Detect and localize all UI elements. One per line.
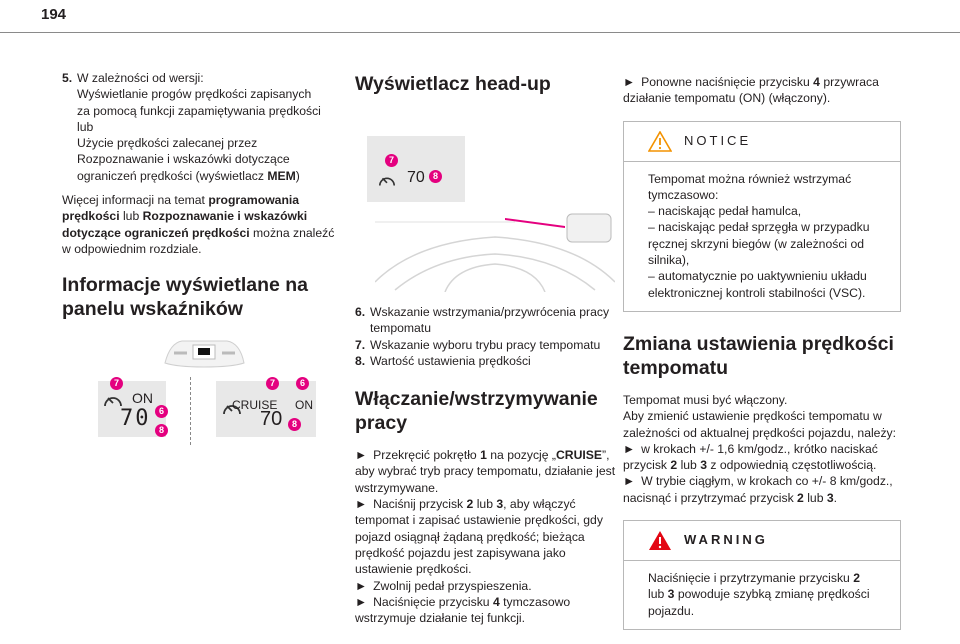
paragraph: ► Zwolnij pedał przyspieszenia. — [355, 578, 532, 593]
cruise-label: CRUISE — [232, 398, 278, 413]
warning-box — [623, 520, 901, 630]
item-number: 7. — [355, 337, 366, 352]
speed-value: 70 — [120, 406, 151, 432]
item-text: Wskazanie wstrzymania/przywrócenia pracy tempomatu — [370, 305, 610, 336]
line: W zależności od wersji: — [77, 71, 204, 85]
badge-7: 7 — [385, 154, 398, 167]
cluster-display-left — [98, 378, 166, 437]
line: Wyświetlanie progów prędkości zapisanych — [77, 87, 312, 102]
item-number: 5. — [62, 71, 73, 85]
section-heading: Zmiana ustawienia prędkości tempomatu — [623, 332, 894, 379]
line: – naciskając pedał sprzęgła w przypadku ręcznej skrzyni biegów (w zależności od silnika), — [648, 220, 870, 268]
line: Tempomat można również wstrzymać tymczasowo: — [648, 171, 852, 202]
cluster-display-right — [216, 378, 316, 437]
warning-body: Naciśnięcie i przytrzymanie przycisku 2 lub 3 powoduje szybką zmianę prędkości pojazdu. — [648, 571, 870, 618]
paragraph: ► Naciśnij przycisk 2 lub 3, aby włączyć tempomat i zapisać ustawienie prędkości, gdy pojazd osiągnął żądaną prędkość; bieżąca prędkość pojazdu jest zapisywana jako ustawienie prędkości. — [355, 497, 603, 577]
paragraph: Aby zmienić ustawienie prędkości tempomatu w zależności od aktualnej prędkości pojazdu, należy: — [623, 409, 897, 440]
notice-box — [623, 121, 901, 312]
notice-triangle-icon — [648, 131, 672, 152]
column-3 — [623, 74, 901, 644]
line: ograniczeń prędkości (wyświetlacz MEM) — [77, 168, 300, 183]
list-item — [355, 337, 617, 353]
badge-8: 8 — [429, 170, 442, 183]
notice-title: NOTICE — [684, 132, 752, 148]
warning-title: WARNING — [684, 532, 768, 548]
paragraph: Tempomat musi być włączony. — [623, 392, 788, 407]
page-number: 194 — [41, 6, 67, 23]
column-1 — [62, 70, 344, 455]
paragraph: ► Ponowne naciśnięcie przycisku 4 przywraca działanie tempomatu (ON) (włączony). — [623, 75, 879, 106]
item-text — [77, 70, 321, 184]
list-item — [355, 304, 617, 337]
item-number: 8. — [355, 353, 366, 368]
paragraph: ► W trybie ciągłym, w krokach co +/- 8 km/godz., nacisnąć i przytrzymać przycisk 2 lub 3. — [623, 474, 893, 505]
list-item-5 — [62, 70, 344, 184]
line: Rozpoznawanie i wskazówki dotyczące — [77, 152, 290, 167]
line: – naciskając pedał hamulca, — [648, 204, 802, 219]
column-2 — [355, 72, 617, 634]
on-label: ON — [295, 398, 313, 413]
warning-triangle-icon — [648, 530, 672, 551]
header-rule — [0, 32, 960, 33]
cruise-control-icon — [377, 172, 397, 190]
section-heading: Informacje wyświetlane na panelu wskaźników — [62, 274, 309, 321]
badge-7: 7 — [266, 377, 279, 390]
badge-8: 8 — [288, 418, 301, 431]
dashboard-outline-icon — [162, 335, 247, 375]
speed-value: 70 — [260, 408, 283, 431]
notice-header — [624, 122, 900, 162]
line: za pomocą funkcji zapamiętywania prędkości — [77, 103, 321, 118]
instrument-panel-figure — [62, 335, 344, 455]
head-up-display-figure — [355, 112, 617, 292]
badge-7: 7 — [110, 377, 123, 390]
hud-projection — [367, 136, 465, 202]
projection-arrow-icon — [505, 208, 615, 246]
hud-speed: 70 — [407, 169, 425, 186]
notice-body — [624, 162, 900, 311]
badge-8: 8 — [155, 424, 168, 437]
paragraph: ► w krokach +/- 1,6 km/godz., krótko naciskać przycisk 2 lub 3 z odpowiednią częstotliwością. — [623, 441, 878, 473]
figure-divider — [190, 377, 191, 445]
line: Użycie prędkości zalecanej przez — [77, 136, 258, 151]
badge-6: 6 — [155, 405, 168, 418]
paragraph: ► Przekręcić pokrętło 1 na pozycję „CRUISE”, aby wybrać tryb pracy tempomatu, działanie jest wstrzymywane. — [355, 448, 616, 495]
list-item — [355, 353, 617, 369]
line: – automatycznie po uaktywnieniu układu elektronicznej kontroli stabilności (VSC). — [648, 269, 867, 300]
item-text: Wartość ustawienia prędkości — [370, 353, 531, 368]
more-info-paragraph: Więcej informacji na temat programowania prędkości lub Rozpoznawanie i wskazówki dotyczące ograniczeń prędkości można znaleźć w odpowiednim rozdziale. — [62, 193, 335, 256]
on-label: ON — [132, 390, 153, 407]
section-heading: Włączanie/wstrzymywanie pracy — [355, 388, 598, 435]
item-text: Wskazanie wyboru trybu pracy tempomatu — [370, 337, 601, 352]
line: lub — [77, 119, 94, 134]
paragraph: ► Naciśnięcie przycisku 4 tymczasowo wstrzymuje działanie tej funkcji. — [355, 594, 571, 626]
badge-6: 6 — [296, 377, 309, 390]
item-number: 6. — [355, 305, 366, 319]
section-heading: Wyświetlacz head-up — [355, 73, 551, 95]
warning-header — [624, 521, 900, 561]
